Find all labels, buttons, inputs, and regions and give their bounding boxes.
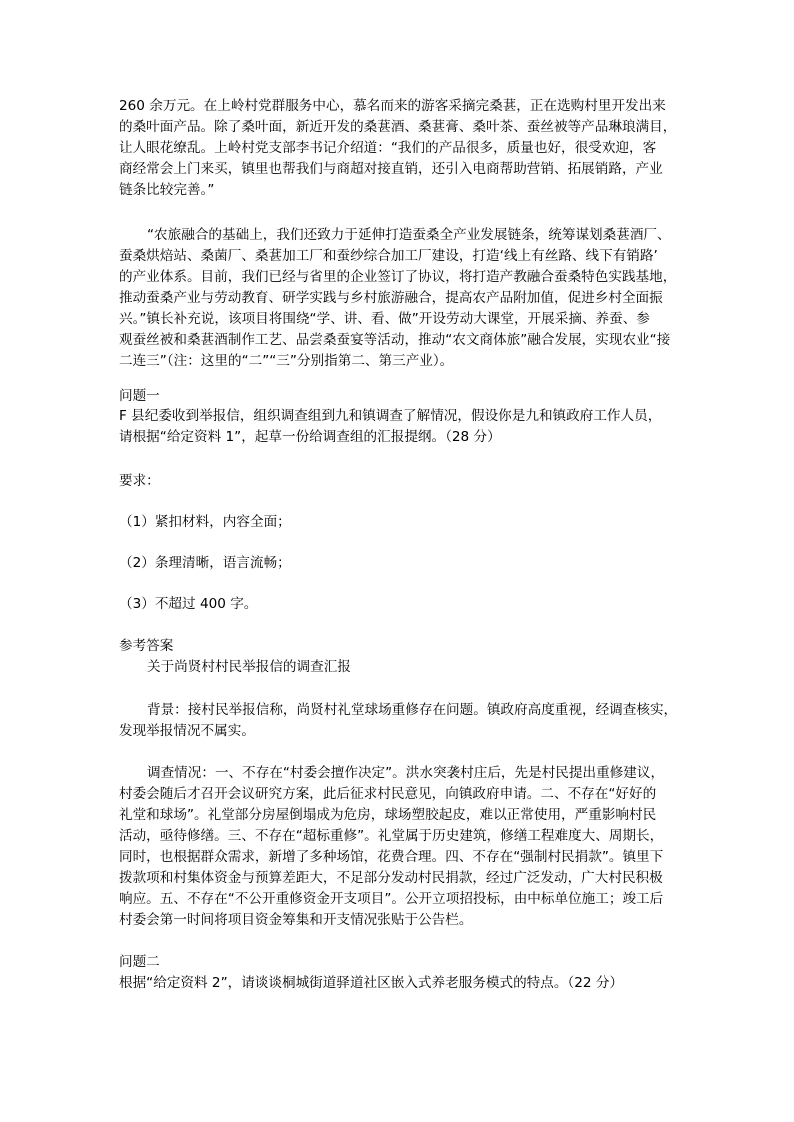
paragraph-line: “农旅融合的基础上，我们还致力于延伸打造蚕桑全产业发展链条，统筹谋划桑葚酒厂、 <box>147 227 671 243</box>
findings-line: 响应。五、不存在“不公开重修资金开支项目”。公开立项招投标，由中标单位施工；竣工后 <box>119 891 664 907</box>
paragraph-line: 链条比较完善。” <box>119 182 215 198</box>
paragraph-line: 兴。”镇长补充说，该项目将围绕“学、讲、看、做”开设劳动大课堂，开展采摘、养蚕、参 <box>119 311 650 327</box>
answer-label: 参考答案 <box>119 638 174 654</box>
question-title: 问题二 <box>119 954 160 970</box>
findings-line: 同时，也根据群众需求，新增了多种场馆，花费合理。四、不存在“强制村民捐款”。镇里下 <box>119 849 664 865</box>
question-title: 问题一 <box>119 388 160 404</box>
paragraph-line: 二连三”（注：这里的“二”“三”分别指第二、第三产业）。 <box>119 353 454 369</box>
paragraph-line: 的桑叶面产品。除了桑叶面，新近开发的桑葚酒、桑葚膏、桑叶茶、蚕丝被等产品琳琅满目， <box>119 119 677 135</box>
findings-line: 礼堂和球场”。礼堂部分房屋倒塌成为危房，球场塑胶起皮，难以正常使用，严重影响村民 <box>119 807 657 823</box>
question-line: F 县纪委收到举报信，组织调查组到九和镇调查了解情况，假设你是九和镇政府工作人员， <box>119 408 662 424</box>
paragraph-line: 蚕桑烘焙站、桑菌厂、桑葚加工厂和蚕纱综合加工厂建设，打造‘线上有丝路、线下有销路’ <box>119 248 658 264</box>
requirement-item: （1）紧扣材料，内容全面； <box>119 514 291 530</box>
paragraph-line: 观蚕丝被和桑葚酒制作工艺、品尝桑蚕宴等活动，推动“农文商体旅”融合发展，实现农业“接 <box>119 332 671 348</box>
question-line: 根据“给定资料 2”，请谈谈桐城街道驿道社区嵌入式养老服务模式的特点。（22 分） <box>119 975 624 991</box>
findings-line: 调查情况：一、不存在“村委会擅作决定”。洪水突袭村庄后，先是村民提出重修建议， <box>147 765 665 781</box>
background-line: 背景：接村民举报信称，尚贤村礼堂球场重修存在问题。镇政府高度重视，经调查核实， <box>147 702 678 718</box>
paragraph-line: 260 余万元。在上岭村党群服务中心，慕名而来的游客采摘完桑葚，正在选购村里开发出来 <box>119 98 666 114</box>
paragraph-line: 商经常会上门来买，镇里也帮我们与商超对接直销，还引入电商帮助营销、拓展销路，产业 <box>119 161 663 177</box>
answer-title: 关于尚贤村村民举报信的调查汇报 <box>147 659 351 675</box>
requirement-item: （3）不超过 400 字。 <box>119 596 258 612</box>
requirement-item: （2）条理清晰，语言流畅； <box>119 555 291 571</box>
findings-line: 村委会随后才召开会议研究方案，此后征求村民意见，向镇政府申请。二、不存在“好好的 <box>119 786 657 802</box>
background-line: 发现举报情况不属实。 <box>119 722 255 739</box>
findings-line: 村委会第一时间将项目资金筹集和开支情况张贴于公告栏。 <box>119 912 473 928</box>
findings-line: 拨款项和村集体资金与预算差距大，不足部分发动村民捐款，经过广泛发动，广大村民积极 <box>119 870 663 886</box>
findings-line: 活动，亟待修缮。三、不存在“超标重修”。礼堂属于历史建筑，修缮工程难度大、周期长， <box>119 828 664 844</box>
paragraph-line: 的产业体系。目前，我们已经与省里的企业签订了协议，将打造产教融合蚕桑特色实践基地， <box>119 269 677 285</box>
paragraph-line: 让人眼花缭乱。上岭村党支部李书记介绍道：“我们的产品很多，质量也好，很受欢迎，客 <box>119 140 657 156</box>
paragraph-line: 推动蚕桑产业与劳动教育、研学实践与乡村旅游融合，提高农产品附加值，促进乡村全面振 <box>119 290 663 306</box>
requirements-label: 要求： <box>119 473 160 489</box>
question-line: 请根据“给定资料 1”，起草一份给调查组的汇报提纲。（28 分） <box>119 429 501 445</box>
